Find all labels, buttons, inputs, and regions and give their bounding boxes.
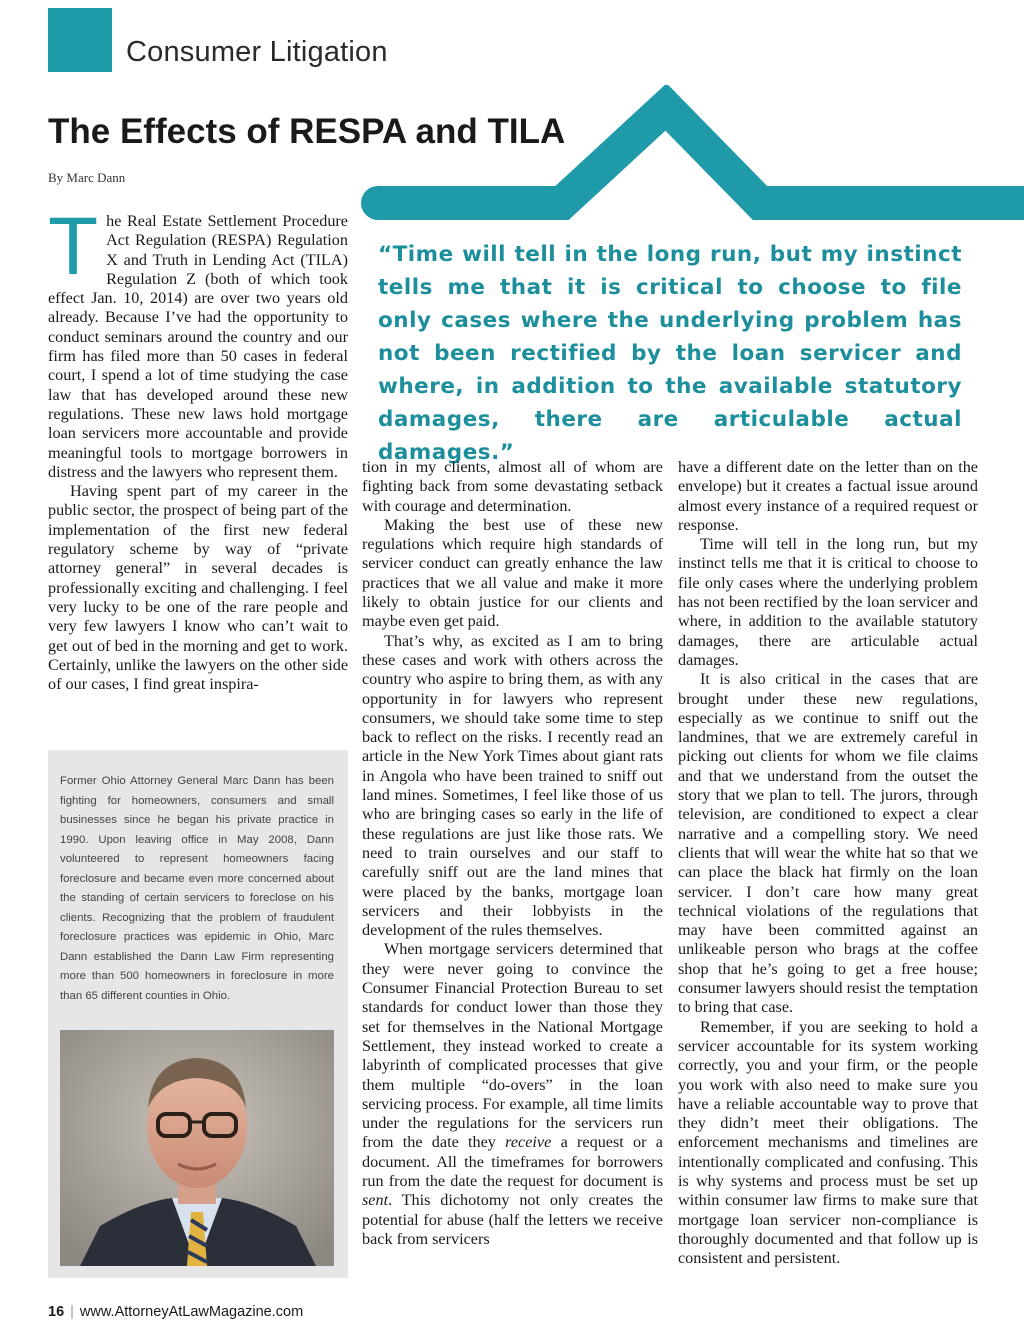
paragraph: Making the best use of these new regulations which require high standards of servicer conduct can greatly enhance the law practices that we all value and make it more likely to obtain justice for our clients and maybe even get paid. xyxy=(362,515,663,631)
author-portrait-photo xyxy=(60,1030,334,1266)
paragraph xyxy=(362,940,663,1249)
paragraph-text: . This dichotomy not only creates the potential for abuse (half the letters we receive back from servicers xyxy=(362,1191,663,1248)
drop-cap: T xyxy=(48,201,99,292)
paragraph-continued: tion in my clients, almost all of whom are fighting back from some devastating setback with courage and determination. xyxy=(362,458,663,515)
article-column-1 xyxy=(48,201,348,694)
paragraph: It is also critical in the cases that are brought under these new regulations, especially as we continue to sniff out the landmines, that we are extremely careful in picking out clients for whom we file claims and that we understand from the outset the story that we plan to tell. The jurors, through television, are conditioned to expect a clear narrative and a compelling story. We need clients that will wear the white hat so that we can place the black hat firmly on the loan servicer. I don’t care how many great technical violations of the regulations that may have been committed against an unlikeable person who brags at the coffee shop that he’s going to get a free house; consumer lawyers should resist the temptation to bring that case. xyxy=(678,670,978,1017)
decorative-chevron-graphic xyxy=(360,85,1024,245)
footer-separator: | xyxy=(70,1304,74,1320)
article-headline: The Effects of RESPA and TILA xyxy=(48,112,566,151)
paragraph: Remember, if you are seeking to hold a servicer accountable for its system working correctly, you and your firm, or the people you work with also need to make sure you have a reliable accountable way to prove that they didn’t meet their obligations. The enforcement mechanisms and timelines are intentionally complicated and confusing. This is why systems and process must be set up within consumer law firms to make sure that mortgage loan servicer non-compliance is thoroughly documented and that follow up is consistent and persistent. xyxy=(678,1017,978,1268)
paragraph: Time will tell in the long run, but my instinct tells me that it is critical to choose to file only cases where the underlying problem has not been rectified by the loan servicer and where, in addition to the available statutory damages, there are articulable actual damages. xyxy=(678,535,978,669)
paragraph: That’s why, as excited as I am to bring these cases and work with others across the country who aspire to bring them, as with any opportunity in for lawyers who represent consumers, we should take some time to step back to reflect on the risks. I recently read an article in the New York Times about giant rats in Angola who have been trained to sniff out land mines. Sometimes, I feel like those of us who are bringing cases so early in the life of these regulations are just like those rats. We need to train ourselves and our staff to carefully sniff out are the land mines that were placed by the banks, mortgage loan servicers and their lobbyists in the development of the rules themselves. xyxy=(362,631,663,940)
page-number: 16 xyxy=(48,1304,65,1320)
website-url: www.AttorneyAtLawMagazine.com xyxy=(79,1304,304,1320)
pull-quote: “Time will tell in the long run, but my instinct tells me that it is critical to choose to file only cases where the underlying problem has not been rectified by the loan servicer and where, in addition to the available statutory damages, there are articulable actual damages.” xyxy=(378,242,962,465)
emphasis-text: receive xyxy=(505,1133,552,1152)
byline: By Marc Dann xyxy=(48,170,126,185)
section-marker-square xyxy=(48,8,112,72)
article-column-3 xyxy=(678,458,978,1268)
author-bio-text: Former Ohio Attorney General Marc Dann has been fighting for homeowners, consumers and small businesses since he began his private practice in 1990. Upon leaving office in May 2008, Dann volunteered to represent homeowners facing foreclosure and became even more concerned about the standing of certain servicers to foreclose on his clients. Recognizing that the problem of fraudulent foreclosure practices was epidemic in Ohio, Marc Dann established the Dann Law Firm representing more than 500 homeowners in foreclosure in more than 65 different counties in Ohio. xyxy=(60,775,334,1002)
paragraph-intro xyxy=(48,201,348,482)
paragraph-continued: have a different date on the letter than on the envelope) but it creates a factual issue around almost every instance of a required request or response. xyxy=(678,458,978,534)
paragraph-text: When mortgage servicers determined that they were never going to convince the Consumer Financial Protection Bureau to set standards for conduct lower than those they set for themselves in the National Mortgage Settlement, they instead worked to create a labyrinth of complicated processes that give them multiple “do-overs” in the loan servicing process. For example, all time limits under the regulations for the servicers run from the date they xyxy=(362,940,663,1152)
article-column-2 xyxy=(362,458,663,1249)
page-footer xyxy=(48,1304,303,1320)
section-title: Consumer Litigation xyxy=(126,36,388,68)
author-bio-box xyxy=(48,750,348,1278)
emphasis-text: sent xyxy=(362,1191,389,1210)
paragraph-text: a request or a document. All the timeframes for borrowers run from the date the request for document is xyxy=(362,1133,663,1190)
paragraph: Having spent part of my career in the public sector, the prospect of being part of the implementation of the first new federal regulatory scheme by way of “private attorney general” in several decades is professionally exciting and challenging. I feel very lucky to be one of the rare people and very few lawyers I know who can’t wait to get out of bed in the morning and get to work. Certainly, unlike the lawyers on the other side of our cases, I find great inspira- xyxy=(48,482,348,694)
paragraph-text: he Real Estate Settlement Procedure Act Regulation (RESPA) Regulation X and Truth in Lending Act (TILA) Regulation Z (both of which took effect Jan. 10, 2014) are over two years old already. Because I’ve had the opportunity to conduct seminars around the country and our firm has filed more than 50 cases in federal court, I spend a lot of time studying the case law that has developed around these new regulations. These new laws hold mortgage loan servicers more accountable and provide meaningful tools to mortgage borrowers in distress and the lawyers who represent them. xyxy=(48,212,348,481)
